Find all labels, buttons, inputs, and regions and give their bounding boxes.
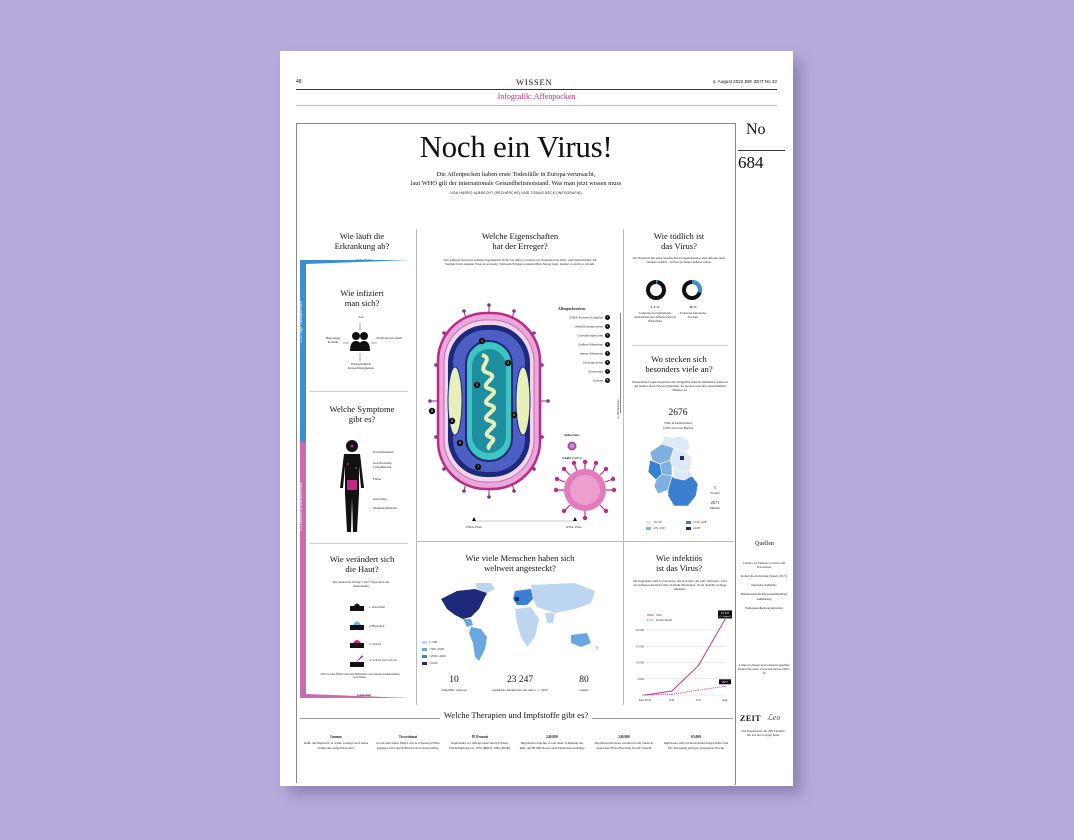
symptom-rash: Ausschlag <box>373 497 387 501</box>
part-4: Äußere Membran 4 <box>578 342 609 347</box>
lethality-caption-1: Todesrate bei bisherigen Ausbrüchen der Affenpocken in Westafrika <box>633 311 677 324</box>
therapy-column-title: 65.000 <box>691 735 701 739</box>
edition-number: 684 <box>738 153 764 172</box>
infectious-heading: Wie infektiös ist das Virus? <box>655 553 703 573</box>
chart-ytick-label: 10 000 <box>635 660 644 665</box>
infections-stat: 23 247 <box>506 675 534 685</box>
therapy-columns <box>302 735 732 775</box>
recovery-label: Genesung <box>357 693 371 697</box>
women-label: Frauen <box>710 491 720 495</box>
chart-xtick-label: Juni <box>669 698 675 702</box>
rna-virus-label: RNA-Virus <box>566 525 582 529</box>
lethality-intro: Im Vergleich mit einer klassischen Pockeninfektion sind Affenpocken seltener tödlich – in Europa bisher äußerst selten. <box>632 256 726 265</box>
men-count: 2671 <box>710 500 720 505</box>
sources-list <box>738 561 790 615</box>
infection-heading: Wie infiziert man sich? <box>340 288 384 308</box>
therapy-column-text: Impfdosen Imvanex wurden bei der dänisch-deutschen Firma Bavarian Nordic bestellt <box>594 741 654 750</box>
symptom-lymph: Geschwollene Lymphknoten <box>373 461 392 470</box>
therapy-column <box>302 735 370 750</box>
therapy-column-text: ist ein antivirales Mittel, das in schweren Fällen gegeben wird. Auch Brincidofovir kann helfen. <box>376 741 440 750</box>
countries-stat: 80 <box>579 675 589 685</box>
poliovirus-icon <box>565 439 579 453</box>
chart-point <box>698 665 699 666</box>
countries-label: Länder <box>579 688 589 692</box>
page-title: Noch ein Virus! <box>419 129 613 164</box>
therapy-column-title: Immun <box>330 735 342 739</box>
skin-note: Nicht in allen Fällen treten alle Hautstadien auf; einzelne Stadien können auch fehlen. <box>320 673 400 680</box>
leo-mark: ℒeo <box>767 713 781 722</box>
dna-virus-label: DNA-Virus <box>466 525 482 529</box>
zeit-leo-logo: ZEIT <box>740 714 762 723</box>
chart-point <box>644 694 645 695</box>
section-title: WISSEN <box>516 77 553 87</box>
women-count: 5 <box>713 485 717 490</box>
chart-ytick-label: 5000 <box>637 676 644 681</box>
route-droplets: Tröpfchen im Atem <box>376 336 402 340</box>
lethality-value-1: 1–3 % <box>650 305 660 309</box>
chart-ytick-label: 15 000 <box>635 644 644 649</box>
skin-stage-icons <box>350 600 366 670</box>
virus-type-scale <box>420 503 620 525</box>
source-item: Weltgesundheitsorganisation <box>745 605 783 610</box>
men-label: Männer <box>709 506 721 510</box>
infections-label: gemeldete Infektionen seit dem 1. 1. 2022 <box>492 688 548 692</box>
route-sex: Sex <box>358 315 364 319</box>
subsection-title: Infografik: Affenpocken <box>497 92 576 101</box>
chart-point <box>698 690 699 691</box>
polio-label: Poliovirus <box>564 433 580 437</box>
therapy-column-title: Tecovirimat <box>398 735 418 739</box>
germany-total: 2676 <box>668 408 688 418</box>
deaths-label: Todesfälle weltweit <box>441 688 467 692</box>
issue-date: 4. August 2022 DIE ZEIT No 32 <box>712 79 777 84</box>
chart-world-value: 23 247 <box>720 610 730 615</box>
infectious-intro: Im Gegensatz zum Coronavirus, das sich über die Luft verbreitet, wird das Affenpockenvirus über Kontakt übertragen. Es ist deshalb weniger infektiös. <box>633 579 727 592</box>
svg-text:8: 8 <box>431 409 433 413</box>
byline: VON HARRO ALBRECHT (RECHERCHE) UND TOBIAS BECK (INFOGRAFIK) <box>450 191 582 195</box>
sources-links: Links zu diesen und weiteren Quellen finden Sie unter www.zeit.de/wq/2022-32 <box>738 663 790 676</box>
page-number: 48 <box>296 79 302 85</box>
therapy-heading: Welche Therapien und Impfstoffe gibt es? <box>297 711 735 720</box>
deaths-stat: 10 <box>449 675 459 685</box>
svg-text:4: 4 <box>513 413 515 417</box>
skin-intro: Der Ausbruch erfolgt 1 bis 5 Tage nach der Ansteckung <box>332 580 390 589</box>
chart-legend-label: Welt <box>656 613 662 617</box>
route-fluids: Wahrscheinlich Körperflüssigkeiten <box>347 362 375 371</box>
germany-total-label: Fälle in Deutschland <box>664 421 692 425</box>
part-8: Genom 8 <box>592 378 609 383</box>
svg-text:7: 7 <box>477 465 479 469</box>
therapy-column-title: 240.000 <box>618 735 630 739</box>
chart-xtick-label: Juli <box>696 698 701 702</box>
infection-chart <box>627 607 733 711</box>
skin-stage-4: 4. Schorf löst sich ab <box>369 658 397 662</box>
legend-title: Affenpockenvirus <box>558 307 586 311</box>
symptom-heading: Welche Symptome gibt es? <box>329 404 395 424</box>
pathogen-heading: Welche Eigenschaften hat der Erreger? <box>481 231 559 251</box>
scale-note: ca. 200 Nanometer <box>617 399 620 419</box>
part-2: Oberflächenproteine 2 <box>574 324 609 329</box>
newspaper-page: 48 WISSEN 4. August 2022 DIE ZEIT No 32 Infografik: Affenpocken No 684 Noch ein Virus! Die Affenpocken haben erste Todesfälle in Europa verursacht, laut WHO gilt der internationale Gesundheitsnotstand. Was man jetzt wissen muss VON HARRO ALBRECHT (RECHERCHE) UND TOBIAS BECK (INFOGRAFIK) Wie läuft die Erkrankung ab? 5–21 Tage Inkubationszeit 2–4 Wochen Krankheitsverlauf Wie infiziert man sich? Sex Haut-enger Kontakt Tröpfchen im Atem Wahrscheinlich Körperflüssigkeiten Welche Symptome gibt es? Kopfschmerzen Geschwollene Lymphknoten Fieber Ausschlag Muskelschmerzen Wie verändert sich die Haut? Der Ausbruch erfolgt 1 bis 5 Tage nach der Ansteckung 1. Knötchen 2. Bläschen 3. Schorf 4. Schorf löst sich ab Nicht in allen Fällen treten alle Hautstadien auf; einzelne Stadien können auch fehlen. Genesung Welche Eigenschaften hat der Erreger? Das Affenpockenvirus stammt ursprünglich nicht von Affen, sondern von Nagetieren in West- und Zentralafrika. Im Vergleich mit anderen Viren ist es riesig. Weil sein Erbgut in einem DNA-Strang liegt, mutiert es nicht so schnell. 1 2 3 4 5 6 7 8 Affenpockenvirus DNA-Protein-Komplex 1 Oberflächenproteine 2 Lateralkörperchen 3 Äußere Membran 4 Innere Membran 5 Glykoproteine 6 Kernwand 7 Genom 8 ca. 200 Nanometer Poliovirus SARS-CoV-2 DNA-Virus RNA-Virus Wie viele Menschen haben sich weltweit angesteckt? 1–500 >500–2500 >2500–4100 >4100 10 Todesfälle weltweit 23 247 gemeldete Infektionen seit dem 1. 1. 2022 80 Länder Wie tödlich ist das Virus? Im Vergleich mit einer klassischen Pockeninfektion sind Affenpocken seltener tödlich – in Europa bisher äußerst selten. ☠ ☠ 1–3 % Todesrate bei bisherigen Ausbrüchen der Affenpocken in Westafrika 30 % Todesrate klassische Pocken Wo stecken sich besonders viele an? Deutschland weist insgesamt die drittgrößte Zahl an Infizierten weltweit auf (hinter den USA und Spanien). Es stecken sich fast ausschließlich Männer an. 2676 Fälle in Deutschland (1365 davon in Berlin) 5 Frauen 2671 Männer <6–79 ≥79–150 ≥151–228 ≥228 Wie infektiös ist das Virus? Im Gegensatz zum Coronavirus, das sich über die Luft verbreitet, wird das Affenpockenvirus über Kontakt übertragen. Es ist deshalb weniger infektiös. 23 247 (1. August) 2677 20 000 15 000 10 000 5000 0 Mai 2022 Juni Juli Aug. Welt Deutschland Welche Therapien und Impfstoffe gibt es? Immun heißt: die Impfstoff, er wirkt, solange noch keine Symptome aufgetreten sind. Tecovirimat ist ein antivirales Mittel, das in schweren Fällen gegeben wird. Auch Brincidofovir kann helfen. 85 Prozent Impfschutz vor Affenpocken durch Pocken-Pflichtimpfung vor 1976 (BRD), 1982 (DDR). 240.000 Impfdosen bräuchte es laut einer Schätzung des RKI, um 80 000 Dosen nach Deutschen Aufträge 240.000 Impfdosen Imvanex wurden bei der dänisch-deutschen Firma Bavarian Nordic bestellt 65.000 Impfdosen sind in Deutschland eingetroffen. Die EU-Zulassung erfolgte vergangene Woche Quellen Centers for Disease Control and Prevention Robert Koch-Institut (Stand: 28.7.) Deutsche Aidshilfe Bundeszentrale für gesundheitliche Aufklärung Weltgesundheitsorganisation Links zu diesen und weiteren Quellen finden Sie unter www.zeit.de/wq/2022-32 ZEIT ℒeo Die Kinderseite der ZEIT finden Sie auf der vorigen Seite <box>280 51 793 786</box>
incubation-label: 5–21 Tage Inkubationszeit <box>299 301 303 343</box>
world-heading: Wie viele Menschen haben sich weltweit angesteckt? <box>465 553 575 573</box>
chart-series-line <box>645 619 725 695</box>
svg-text:6: 6 <box>459 441 461 445</box>
skin-stage-3: 3. Schorf <box>369 642 382 646</box>
germany-intro: Deutschland weist insgesamt die drittgrößte Zahl an Infizierten weltweit auf (hinter den USA und Spanien). Es stecken sich fast ausschließlich Männer an. <box>632 380 728 393</box>
lethality-heading: Wie tödlich ist das Virus? <box>653 231 705 251</box>
therapy-column-text: Impfdosen sind in Deutschland eingetroffen. Die EU-Zulassung erfolgte vergangene Woche <box>663 741 729 750</box>
monkeypox-virus-illustration <box>424 303 554 499</box>
therapy-column <box>590 735 658 750</box>
skin-stage-2: 2. Bläschen <box>369 624 385 628</box>
edition-label: No <box>746 121 766 138</box>
source-item: Robert Koch-Institut (Stand: 28.7.) <box>740 574 788 579</box>
chart-ytick-label: 20 000 <box>635 628 644 632</box>
lethality-donuts <box>646 279 718 301</box>
lead-line-2: laut WHO gilt der internationale Gesundheitsnotstand. Was man jetzt wissen muss <box>410 180 622 187</box>
chart-point <box>724 619 725 620</box>
part-7: Kernwand 7 <box>588 369 609 374</box>
course-label: 2–4 Wochen Krankheitsverlauf <box>299 482 303 531</box>
source-item: Deutsche Aidshilfe <box>751 583 777 588</box>
germany-berlin: (1365 davon in Berlin) <box>662 426 694 430</box>
chart-xtick-label: Mai 2022 <box>638 698 652 702</box>
chart-point <box>724 686 725 687</box>
route-contact: Haut-enger Kontakt <box>325 336 341 345</box>
germany-heading: Wo stecken sich besonders viele an? <box>645 354 713 374</box>
skull-icon: ☠ <box>653 287 659 294</box>
part-3: Lateralkörperchen 3 <box>577 333 609 338</box>
course-heading: Wie läuft die Erkrankung ab? <box>334 231 390 251</box>
source-item: Centers for Disease Control and Prevention <box>742 561 786 570</box>
symptom-fever: Fieber <box>373 477 382 481</box>
chart-xtick-label: Aug. <box>721 698 729 702</box>
lethality-value-2: 30 % <box>689 305 697 309</box>
svg-text:1: 1 <box>481 339 483 343</box>
svg-text:5: 5 <box>451 419 453 423</box>
sars-label: SARS-CoV-2 <box>562 456 582 460</box>
kids-note: Die Kinderseite der ZEIT finden Sie auf der vorigen Seite <box>741 729 785 738</box>
world-legend: 1–500 >500–2500 >2500–4100 >4100 <box>422 640 446 668</box>
therapy-column <box>518 735 586 750</box>
world-map <box>435 579 615 671</box>
symptom-muscle: Muskelschmerzen <box>373 506 397 510</box>
skin-stage-1: 1. Knötchen <box>369 605 386 609</box>
source-item: Bundeszentrale für gesundheitliche Aufklärung <box>740 592 788 601</box>
germany-map <box>646 434 702 510</box>
svg-text:2: 2 <box>507 361 509 365</box>
chart-ytick-label: 0 <box>642 693 644 697</box>
therapy-column <box>662 735 730 750</box>
therapy-column-title: 85 Prozent <box>471 735 489 739</box>
symptom-headache: Kopfschmerzen <box>373 450 394 454</box>
skull-icon: ☠ <box>689 287 695 294</box>
pathogen-intro: Das Affenpockenvirus stammt ursprünglich nicht von Affen, sondern von Nagetieren in West- und Zentralafrika. Im Vergleich mit anderen Viren ist es riesig. Weil sein Erbgut in einem DNA-Strang liegt, mutiert es nicht so schnell. <box>443 258 597 267</box>
body-silhouette-icon <box>334 438 370 534</box>
lead-line-1: Die Affenpocken haben erste Todesfälle in Europa verursacht, <box>436 171 596 178</box>
therapy-column-title: 240.000 <box>546 735 558 739</box>
sources-title: Quellen <box>755 541 774 547</box>
therapy-column <box>446 735 514 750</box>
part-6: Glykoproteine 6 <box>582 360 609 365</box>
chart-point <box>671 694 672 695</box>
chart-germany-value: 2677 <box>722 679 728 684</box>
therapy-column-text: Impfdosen bräuchte es laut einer Schätzung des RKI, um 80 000 Dosen nach Deutschen Aufträge <box>519 741 585 750</box>
chart-world-date: (1. August) <box>719 615 731 619</box>
part-5: Innere Membran 5 <box>579 351 609 356</box>
therapy-column <box>374 735 442 750</box>
svg-text:3: 3 <box>476 383 478 387</box>
part-1: DNA-Protein-Komplex 1 <box>570 315 609 320</box>
skin-heading: Wie verändert sich die Haut? <box>329 554 395 574</box>
virus-parts-legend <box>536 315 610 387</box>
chart-legend-label: Deutschland <box>656 618 672 622</box>
therapy-column-text: Impfschutz vor Affenpocken durch Pocken-Pflichtimpfung vor 1976 (BRD), 1982 (DDR). <box>449 741 511 750</box>
lethality-caption-2: Todesrate klassische Pocken <box>679 311 707 320</box>
therapy-column-text: heißt: die Impfstoff, er wirkt, solange noch keine Symptome aufgetreten sind. <box>303 741 369 750</box>
chart-point <box>671 691 672 692</box>
